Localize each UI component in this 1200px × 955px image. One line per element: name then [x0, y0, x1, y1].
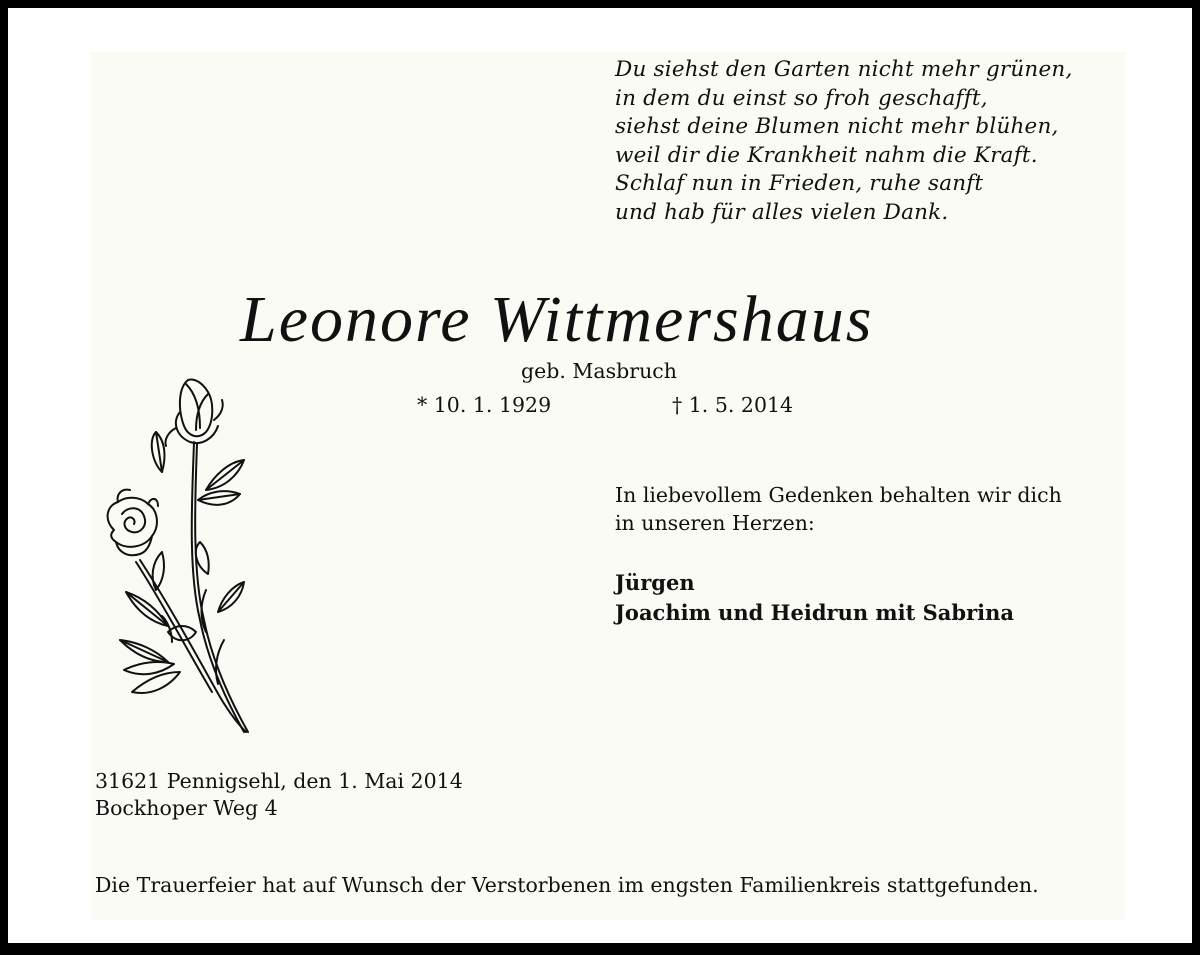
poem-block: [615, 56, 1072, 227]
memorial-text: [615, 481, 1062, 537]
funeral-note: Die Trauerfeier hat auf Wunsch der Verstorbenen im engsten Familienkreis stattgefunden.: [95, 873, 1039, 897]
address-block: [95, 768, 463, 822]
poem-line: weil dir die Krankheit nahm die Kraft.: [615, 142, 1038, 168]
poem-line: Du siehst den Garten nicht mehr grünen,: [615, 57, 1073, 82]
address-line: 31621 Pennigsehl, den 1. Mai 2014: [95, 769, 463, 793]
memorial-line: In liebevollem Gedenken behalten wir dich: [615, 483, 1062, 507]
death-date: † 1. 5. 2014: [672, 393, 794, 417]
family-signatures: [615, 568, 1014, 628]
poem-line: und hab für alles vielen Dank.: [615, 199, 949, 225]
poem-line: siehst deine Blumen nicht mehr blühen,: [615, 114, 1059, 139]
birth-date: * 10. 1. 1929: [417, 393, 552, 417]
deceased-name: Leonore Wittmershaus: [240, 283, 874, 356]
memorial-line: in unseren Herzen:: [615, 511, 815, 535]
rose-icon: [96, 370, 266, 740]
family-line: Jürgen: [615, 570, 695, 595]
poem-line: in dem du einst so froh geschafft,: [615, 85, 988, 111]
poem-line: Schlaf nun in Frieden, ruhe sanft: [615, 171, 984, 196]
family-line: Joachim und Heidrun mit Sabrina: [615, 600, 1014, 625]
maiden-name: geb. Masbruch: [521, 359, 677, 383]
address-line: Bockhoper Weg 4: [95, 796, 278, 820]
